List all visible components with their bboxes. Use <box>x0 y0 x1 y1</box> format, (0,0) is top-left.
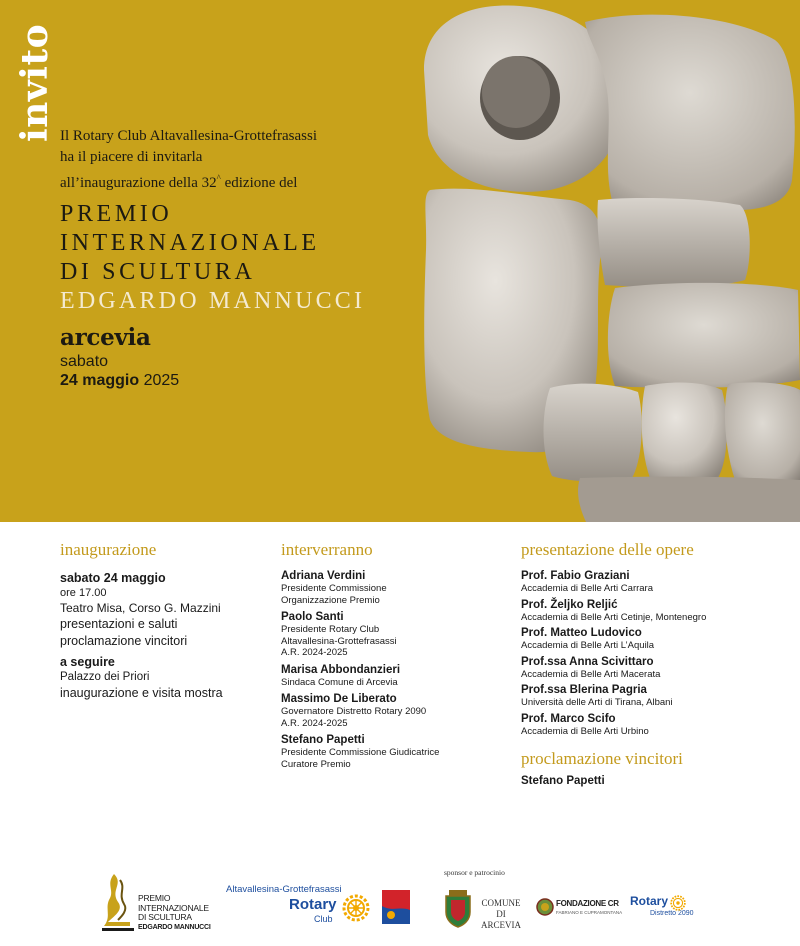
inaugurazione-date: sabato 24 maggio <box>60 571 166 585</box>
speaker-item <box>281 664 511 689</box>
presenter-role: Accademia di Belle Arti L’Aquila <box>521 640 655 651</box>
presenter-name: Prof. Fabio Graziani <box>521 570 630 582</box>
speaker-role: Curatore Premio <box>281 758 351 770</box>
inaugurazione-line: presentazioni e saluti <box>60 617 178 631</box>
proclamazione-item <box>521 775 800 788</box>
speaker-item <box>281 611 511 659</box>
presenter-item <box>521 656 800 681</box>
invito-vertical-label: invito <box>14 23 56 142</box>
intro-line: ha il piacere di invitarla <box>60 149 203 165</box>
rotary-district-logo <box>630 894 694 926</box>
event-date <box>60 371 179 390</box>
presenter-role: Accademia di Belle Arti Carrara <box>521 583 653 594</box>
rotary-wheel-icon <box>670 895 686 911</box>
speaker-item <box>281 693 511 729</box>
arcevia-crest-icon <box>442 890 474 928</box>
intro-line <box>60 168 317 194</box>
a-seguire-place: Palazzo dei Priori <box>60 671 150 683</box>
interverranno-column <box>281 540 511 775</box>
intro-line3-pre: all’inaugurazione della 32 <box>60 175 217 191</box>
speaker-item <box>281 570 511 606</box>
presenter-item <box>521 684 800 709</box>
edition-superscript: ^ <box>216 173 221 183</box>
title-subline: EDGARDO MANNUCCI <box>60 288 366 314</box>
presenter-item <box>521 599 800 624</box>
sculpture-image <box>400 0 800 522</box>
comune-line: COMUNE DI <box>481 898 521 919</box>
a-seguire-event: inaugurazione e visita mostra <box>60 686 223 700</box>
title-line: INTERNAZIONALE <box>60 230 320 256</box>
interverranno-heading: interverranno <box>281 540 373 559</box>
speaker-role: Presidente Commissione Giudicatrice <box>281 747 440 758</box>
a-seguire-label: a seguire <box>60 655 115 669</box>
speaker-role: Presidente Rotary Club <box>281 624 380 635</box>
fondazione-sub: FABRIANO E CUPRAMONTANA <box>556 910 623 915</box>
presentazione-column <box>521 540 800 792</box>
rotary-club-name: Altavallesina-Grottefrasassi <box>226 884 342 895</box>
inaugurazione-line: proclamazione vincitori <box>60 634 188 648</box>
speaker-role: Presidente Commissione <box>281 583 387 594</box>
presenter-role: Accademia di Belle Arti Macerata <box>521 668 661 680</box>
speaker-name: Paolo Santi <box>281 611 344 623</box>
comune-arcevia-logo <box>442 890 522 930</box>
inaugurazione-time: ore 17.00 <box>60 587 107 599</box>
speaker-role: Sindaca Comune di Arcevia <box>281 676 398 688</box>
premio-logo-line: PREMIO <box>138 893 171 903</box>
fondazione-emblem-icon <box>536 896 554 918</box>
title-line: DI SCULTURA <box>60 259 256 285</box>
speaker-role: A.R. 2024-2025 <box>281 647 348 658</box>
speaker-name: Adriana Verdini <box>281 570 366 582</box>
footer-logos <box>0 860 800 946</box>
fondazione-cr-logo <box>536 896 626 924</box>
event-date-bold: 24 maggio <box>60 372 140 389</box>
speaker-name: Marisa Abbondanzieri <box>281 663 401 676</box>
speaker-name: Massimo De Liberato <box>281 693 397 705</box>
city-name: arcevia <box>60 324 151 351</box>
speaker-role: Governatore Distretto Rotary 2090 <box>281 706 427 717</box>
proclamazione-name: Stefano Papetti <box>521 775 605 787</box>
presentazione-heading: presentazione delle opere <box>521 540 694 559</box>
fondazione-name: FONDAZIONE CR <box>556 899 619 908</box>
rotary-club-logo <box>226 884 376 934</box>
presenter-role: Università delle Arti di Tirana, Albani <box>521 697 673 708</box>
presenter-name: Prof. Željko Reljić <box>521 598 618 611</box>
presenter-name: Prof. Marco Scifo <box>521 712 616 725</box>
premio-logo-line: EDGARDO MANNUCCI <box>138 923 211 931</box>
premio-logo <box>100 872 220 934</box>
presenter-role: Accademia di Belle Arti Cetinje, Montenegro <box>521 611 707 623</box>
speaker-name: Stefano Papetti <box>281 734 365 746</box>
presenter-name: Prof.ssa Blerina Pagria <box>521 684 647 696</box>
rotary-club-word: Club <box>314 914 333 924</box>
intro-line3-post: edizione del <box>220 175 298 191</box>
comune-text <box>476 898 526 931</box>
intro-line: Il Rotary Club Altavallesina-Grottefrasassi <box>60 128 318 144</box>
sponsor-label: sponsor e patrocinio <box>444 868 505 877</box>
speaker-role: Organizzazione Premio <box>281 594 380 606</box>
presenter-name: Prof.ssa Anna Scivittaro <box>521 655 654 668</box>
invitation-intro <box>60 126 317 194</box>
speaker-role: Altavallesina-Grottefrasassi <box>281 635 397 647</box>
premio-logo-line: DI SCULTURA <box>138 912 192 922</box>
speaker-role: A.R. 2024-2025 <box>281 717 348 729</box>
event-day: sabato <box>60 353 109 370</box>
speaker-item <box>281 734 511 770</box>
title-line: PREMIO <box>60 201 173 227</box>
prize-title <box>60 200 365 316</box>
proclamazione-heading: proclamazione vincitori <box>521 749 683 768</box>
event-year: 2025 <box>139 372 180 389</box>
presenter-item <box>521 713 800 738</box>
premio-logo-line: INTERNAZIONALE <box>138 902 209 913</box>
inaugurazione-column <box>60 540 270 702</box>
club-badge-logo <box>382 890 410 924</box>
district-label: Distretto 2090 <box>650 910 694 917</box>
rotary-wheel-icon <box>342 894 370 922</box>
rotary-wordmark: Rotary <box>289 896 337 913</box>
presenter-item <box>521 570 800 595</box>
presenter-name: Prof. Matteo Ludovico <box>521 627 642 639</box>
presenter-item <box>521 627 800 652</box>
comune-line: ARCEVIA <box>481 920 521 930</box>
rotary-district-wordmark: Rotary <box>630 894 669 908</box>
presenter-role: Accademia di Belle Arti Urbino <box>521 725 649 737</box>
inaugurazione-venue: Teatro Misa, Corso G. Mazzini <box>60 601 221 615</box>
inaugurazione-heading: inaugurazione <box>60 540 157 559</box>
event-place-date <box>60 324 179 390</box>
premio-logo-text <box>138 894 211 932</box>
premio-flame-icon <box>100 872 136 934</box>
